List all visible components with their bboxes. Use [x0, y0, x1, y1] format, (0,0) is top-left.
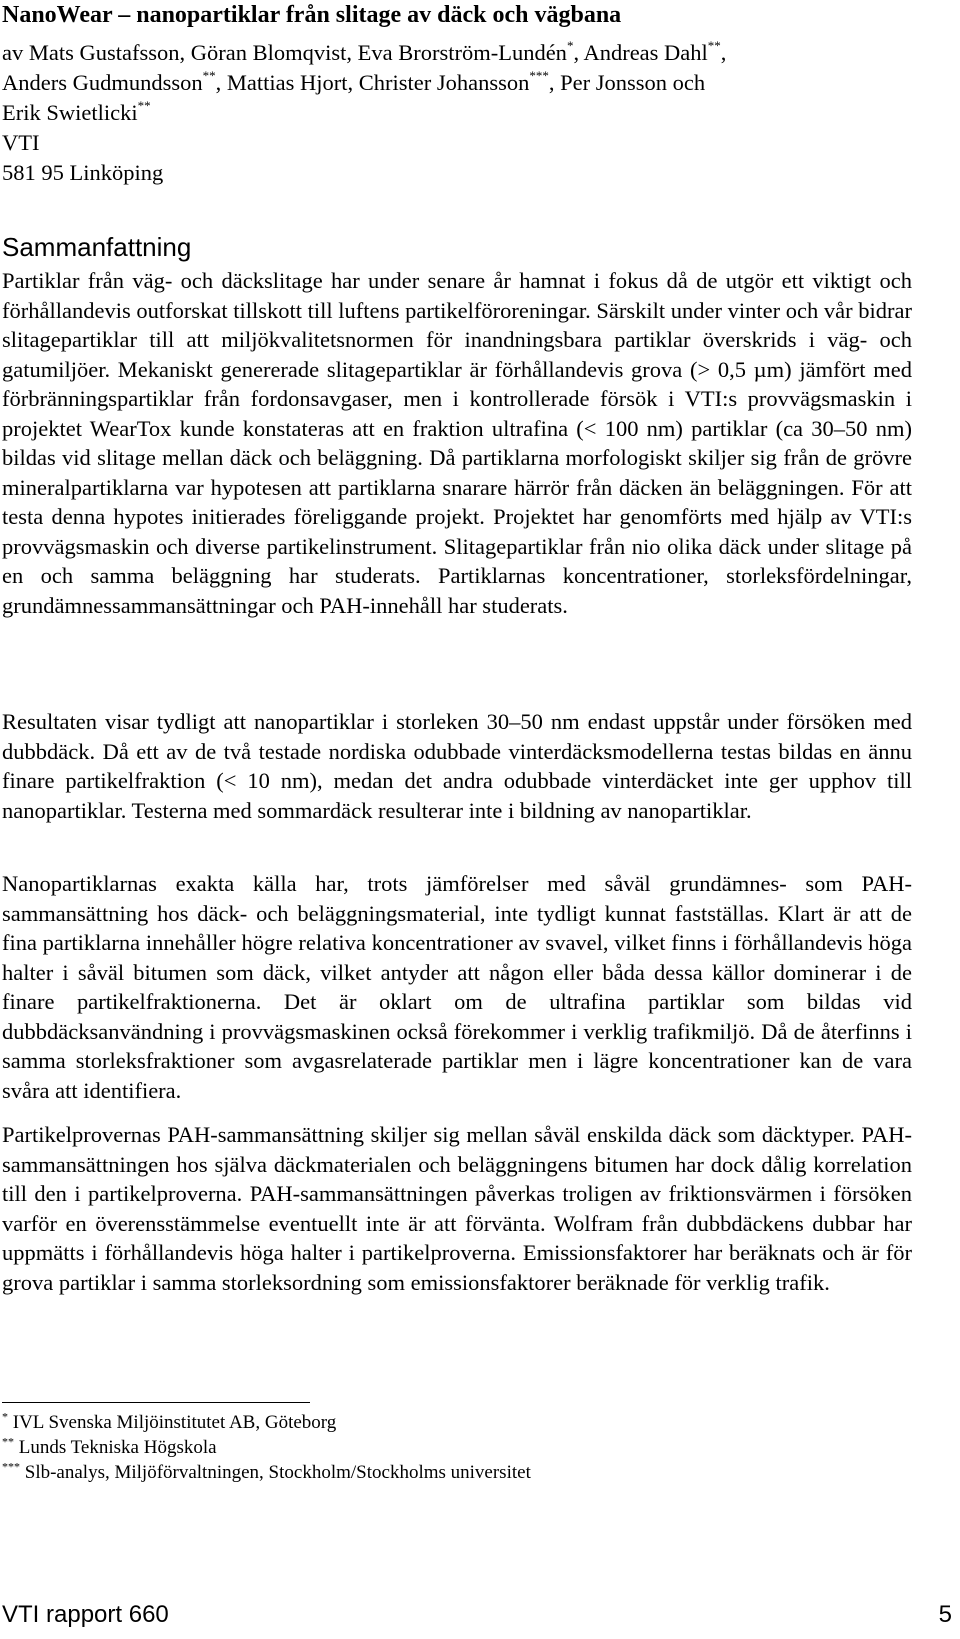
author-text: ,	[720, 40, 727, 65]
author-text: , Per Jonsson och	[548, 70, 706, 95]
author-text: av Mats Gustafsson, Göran Blomqvist, Eva Brorström-Lundén	[2, 40, 567, 65]
footnote-marker: ***	[529, 67, 549, 83]
report-label: VTI rapport 660	[2, 1601, 169, 1628]
footnote-text: Lunds Tekniska Högskola	[18, 1437, 217, 1458]
page-number: 5	[938, 1601, 952, 1628]
author-text: Anders Gudmundsson	[2, 70, 203, 95]
paragraph-1: Partiklar från väg- och däckslitage har under senare år hamnat i fokus då de utgör ett viktigt och förhållandevis outforskat tillskott till luftens partikelföroreningar. Särskilt under vinter och vår bidrar slitagepartiklar till att miljökvalitetsnormen för inandningsbara partiklar överskrids i väg- och gatumiljöer. Mekaniskt genererade slitagepartiklar är förhållandevis grova (> 0,5 µm) jämfört med förbränningspartiklar från fordonsavgaser, men i kontrollerade försök i VTI:s provvägsmaskin i projektet WearTox kunde konstateras att en fraktion ultrafina (< 100 nm) partiklar (ca 30–50 nm) bildas vid slitage mellan däck och beläggning. Då partiklarna morfologiskt skiljer sig från de grövre mineralpartiklarna var hypotesen att partiklarna snarare härrör från däcken än beläggningen. För att testa denna hypotes initierades föreliggande projekt. Projektet har genomförts med hjälp av VTI:s provvägsmaskin och diverse partikelinstrument. Slitagepartiklar från nio olika däck under slitage på en och samma beläggning har studerats. Partiklarnas koncentrationer, storleksfördelningar, grundämnessammansättningar och PAH-innehåll har studerats.	[2, 268, 912, 618]
footnote-marker: **	[2, 1434, 14, 1449]
author-text: , Andreas Dahl	[573, 40, 708, 65]
footnote-text: IVL Svenska Miljöinstitutet AB, Göteborg	[12, 1412, 337, 1433]
author-line-3	[2, 98, 902, 128]
author-text: Erik Swietlicki	[2, 100, 138, 125]
author-line-1	[2, 38, 902, 68]
paragraph-4: Partikelprovernas PAH-sammansättning skiljer sig mellan såväl enskilda däck som däcktyper. PAH-sammansättningen hos själva däckmaterialen och beläggningens bitumen har dock dålig korrelation till den i partikelproverna. PAH-sammansättningen påverkas troligen av friktionsvärmen i försöken varför en överensstämmelse eventuellt inte är att förvänta. Wolfram från dubbdäckens dubbar har uppmätts i förhållandevis höga halter i partikelproverna. Emissionsfaktorer har beräknats och är för grova partiklar i samma storleksordning som emissionsfaktorer beräknade för verklig trafik.	[2, 1122, 912, 1295]
footnote-marker: *	[566, 37, 574, 53]
footnote-3	[2, 1460, 531, 1485]
footnote-2	[2, 1435, 531, 1460]
footnote-1	[2, 1410, 531, 1435]
organization: VTI	[2, 130, 40, 155]
paragraph-3: Nanopartiklarnas exakta källa har, trots jämförelser med såväl grundämnes- som PAH-sammansättning hos däck- och beläggningsmaterial, inte tydligt kunnat fastställas. Klart är att de fina partiklarna innehåller högre relativa koncentrationer av svavel, vilket finns i förhållandevis höga halter i såväl bitumen som däck, vilket antyder att någon eller båda dessa källor dominerar i de finare partikelfraktionerna. Det är oklart om de ultrafina partiklar som bildas vid dubbdäcksanvändning i provvägsmaskinen också förekommer i verklig trafikmiljö. Då de återfinns i samma storleksfraktioner som avgasrelaterade partiklar men i lägre koncentrationer kan de vara svåra att identifiera.	[2, 871, 912, 1103]
footnote-text: Slb-analys, Miljöförvaltningen, Stockholm/Stockholms universitet	[24, 1462, 531, 1483]
footnote-marker: *	[2, 1409, 8, 1424]
footnote-marker: **	[707, 37, 721, 53]
section-heading: Sammanfattning	[2, 232, 192, 262]
author-line-2	[2, 68, 902, 98]
footnote-marker: **	[137, 97, 151, 113]
footnote-separator	[2, 1402, 310, 1403]
footnotes	[2, 1410, 531, 1485]
address: 581 95 Linköping	[2, 160, 164, 185]
paragraph-2: Resultaten visar tydligt att nanopartiklar i storleken 30–50 nm endast uppstår under försöken med dubbdäck. Då ett av de två testade nordiska odubbade vinterdäcksmodellerna testas bildas en ännu finare partikelfraktion (< 10 nm), medan det andra odubbade vinterdäcket inte ger upphov till nanopartiklar. Testerna med sommardäck resulterar inte i bildning av nanopartiklar.	[2, 709, 912, 823]
footnote-marker: **	[202, 67, 216, 83]
footnote-marker: ***	[2, 1459, 20, 1474]
document-title: NanoWear – nanopartiklar från slitage av däck och vägbana	[2, 2, 622, 28]
author-block	[2, 38, 902, 188]
author-text: , Mattias Hjort, Christer Johansson	[215, 70, 530, 95]
